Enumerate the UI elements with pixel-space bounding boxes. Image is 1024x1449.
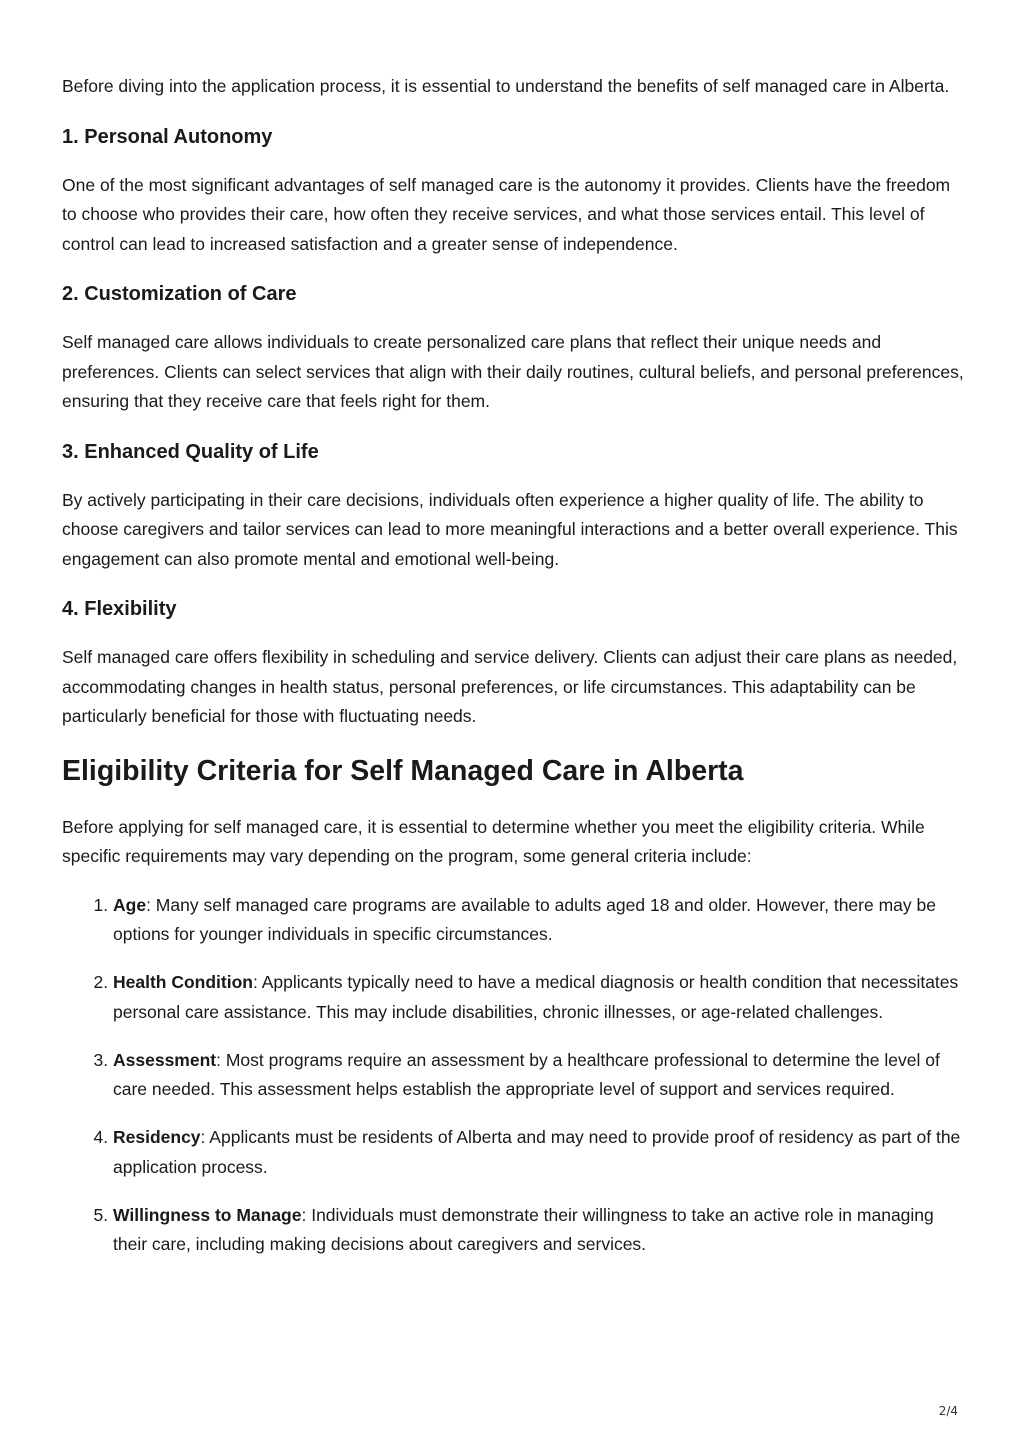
criteria-item [113,1201,967,1260]
criteria-item [113,968,967,1027]
criteria-item [113,891,967,950]
criteria-term: Assessment [113,1049,217,1070]
criteria-text: : Individuals must demonstrate their willingness to take an active role in managing their care, including making decisions about caregivers and services. [113,1204,934,1254]
benefit-heading: 2. Customization of Care [62,283,297,305]
criteria-text: : Many self managed care programs are available to adults aged 18 and older. However, there may be options for younger individuals in specific circumstances. [113,894,936,944]
benefit-section-customization [62,280,967,417]
benefit-heading: 1. Personal Autonomy [62,125,273,148]
criteria-text: : Applicants must be residents of Alberta and may need to provide proof of residency as part of the application process. [113,1127,961,1177]
criteria-term: Willingness to Manage [113,1204,302,1225]
benefit-text: By actively participating in their care decisions, individuals often experience a higher quality of life. The ability to choose caregivers and tailor services can lead to more meaningful interactions and a better overall experience. This engagement can also promote mental and emotional well-being. [62,489,958,569]
criteria-term: Residency [113,1127,201,1147]
eligibility-intro: Before applying for self managed care, it is essential to determine whether you meet the eligibility criteria. While specific requirements may vary depending on the program, some general criteria include: [62,816,925,866]
benefit-text: Self managed care allows individuals to create personalized care plans that reflect their unique needs and preferences. Clients can select services that align with their daily routines, cultural beliefs, and personal preferences, ensuring that they receive care that feels right for them. [62,332,964,411]
benefit-heading: 4. Flexibility [62,598,177,620]
criteria-term: Age [113,894,147,915]
benefit-section-quality-of-life [62,438,967,575]
benefit-section-autonomy [62,123,967,260]
benefit-text: Self managed care offers flexibility in scheduling and service delivery. Clients can adjust their care plans as needed, accommodating changes in health status, personal preferences, or life circumstances. This adaptability can be particularly beneficial for those with fluctuating needs. [62,647,958,726]
criteria-item [113,1123,967,1182]
document-page [62,72,967,1278]
criteria-term: Health Condition [113,972,253,992]
criteria-text: : Applicants typically need to have a medical diagnosis or health condition that necessitates personal care assistance. This may include disabilities, chronic illnesses, or age-related challenges. [113,972,959,1022]
benefit-section-flexibility [62,595,967,732]
benefit-text: One of the most significant advantages of self managed care is the autonomy it provides. Clients have the freedom to choose who provides their care, how often they receive services, and what those services entail. This level of control can lead to increased satisfaction and a greater sense of independence. [62,174,951,254]
intro-paragraph: Before diving into the application process, it is essential to understand the benefits of self managed care in Alberta. [62,76,950,96]
page-number: 2/4 [938,1404,958,1418]
criteria-item [113,1046,967,1105]
eligibility-heading: Eligibility Criteria for Self Managed Care in Alberta [62,754,744,787]
benefit-heading: 3. Enhanced Quality of Life [62,440,319,463]
eligibility-criteria-list [62,891,967,1260]
criteria-text: : Most programs require an assessment by a healthcare professional to determine the level of care needed. This assessment helps establish the appropriate level of support and services required. [113,1049,940,1099]
